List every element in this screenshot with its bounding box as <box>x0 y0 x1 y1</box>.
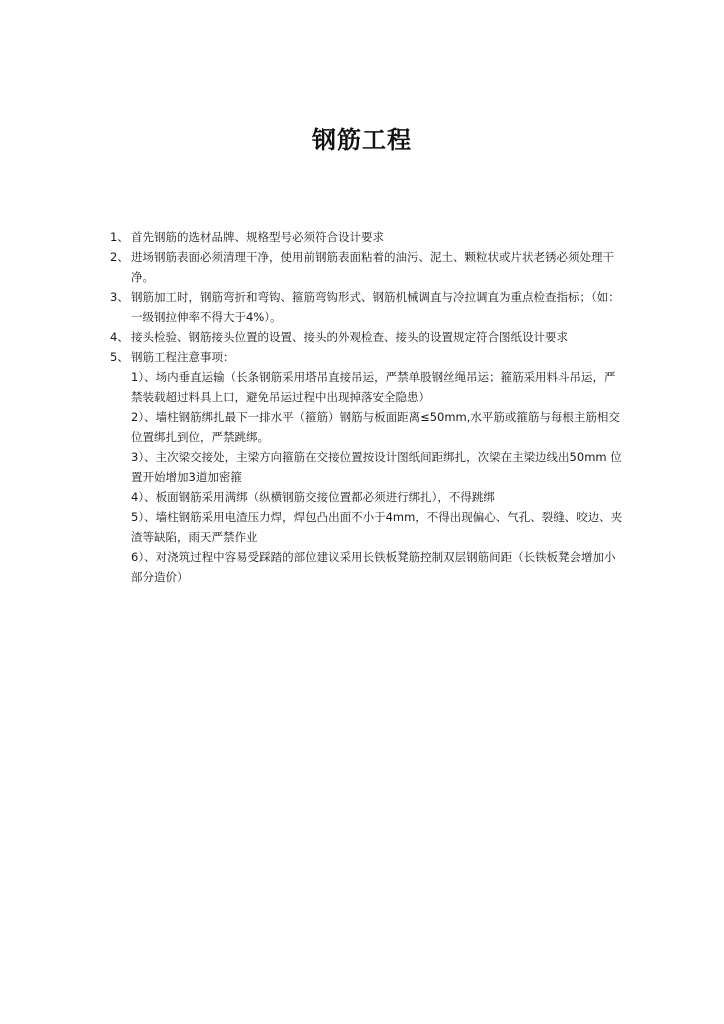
sub-list-item-text: 3）、主次梁交接处，主梁方向箍筋在交接位置按设计图纸间距绑扎，次梁在主梁边线出50mm 位置开始增加3道加密箍 <box>131 450 622 484</box>
document-body <box>0 227 724 587</box>
sub-list <box>0 367 724 587</box>
sub-list-item-1 <box>0 367 724 407</box>
list-item-5 <box>0 347 724 367</box>
list-item-1 <box>0 227 724 247</box>
sub-list-item-2 <box>0 407 724 447</box>
sub-list-item-3 <box>0 447 724 487</box>
list-item-text: 钢筋工程注意事项： <box>131 350 235 364</box>
sub-list-item-5 <box>0 507 724 547</box>
sub-list-item-text: 6）、对浇筑过程中容易受踩踏的部位建议采用长铁板凳筋控制双层钢筋间距（长铁板凳会增加小部分造价） <box>131 550 616 584</box>
sub-list-item-4 <box>0 487 724 507</box>
list-item-number: 4、 <box>110 330 129 344</box>
list-item-text: 钢筋加工时，钢筋弯折和弯钩、箍筋弯钩形式、钢筋机械调直与冷拉调直为重点检查指标；（如：一级钢拉伸率不得大于4%）。 <box>131 290 620 324</box>
list-item-text: 接头检验、钢筋接头位置的设置、接头的外观检查、接头的设置规定符合图纸设计要求 <box>131 330 568 344</box>
sub-list-item-text: 5）、墙柱钢筋采用电渣压力焊，焊包凸出面不小于4mm，不得出现偏心、气孔、裂缝、咬边、夹渣等缺陷，雨天严禁作业 <box>131 510 623 544</box>
list-item-number: 5、 <box>110 350 129 364</box>
list-item-number: 1、 <box>110 230 129 244</box>
sub-list-item-text: 1）、场内垂直运输（长条钢筋采用塔吊直接吊运，严禁单股钢丝绳吊运；箍筋采用料斗吊运，严禁装载超过料具上口，避免吊运过程中出现掉落安全隐患） <box>131 370 616 404</box>
list-item-number: 2、 <box>110 250 129 264</box>
document-title: 钢筋工程 <box>312 126 412 154</box>
list-item-text: 进场钢筋表面必须清理干净，使用前钢筋表面粘着的油污、泥土、颗粒状或片状老锈必须处理干净。 <box>131 250 614 284</box>
list-item-number: 3、 <box>110 290 129 304</box>
sub-list-item-6 <box>0 547 724 587</box>
sub-list-item-text: 2）、墙柱钢筋绑扎最下一排水平（箍筋）钢筋与板面距离≤50mm,水平筋或箍筋与每根主筋相交位置绑扎到位，严禁跳绑。 <box>131 410 620 444</box>
list-item-3 <box>0 287 724 327</box>
sub-list-item-text: 4）、板面钢筋采用满绑（纵横钢筋交接位置都必须进行绑扎），不得跳绑 <box>131 490 495 504</box>
list-item-4 <box>0 327 724 347</box>
list-item-2 <box>0 247 724 287</box>
list-item-text: 首先钢筋的选材品牌、规格型号必须符合设计要求 <box>131 230 384 244</box>
